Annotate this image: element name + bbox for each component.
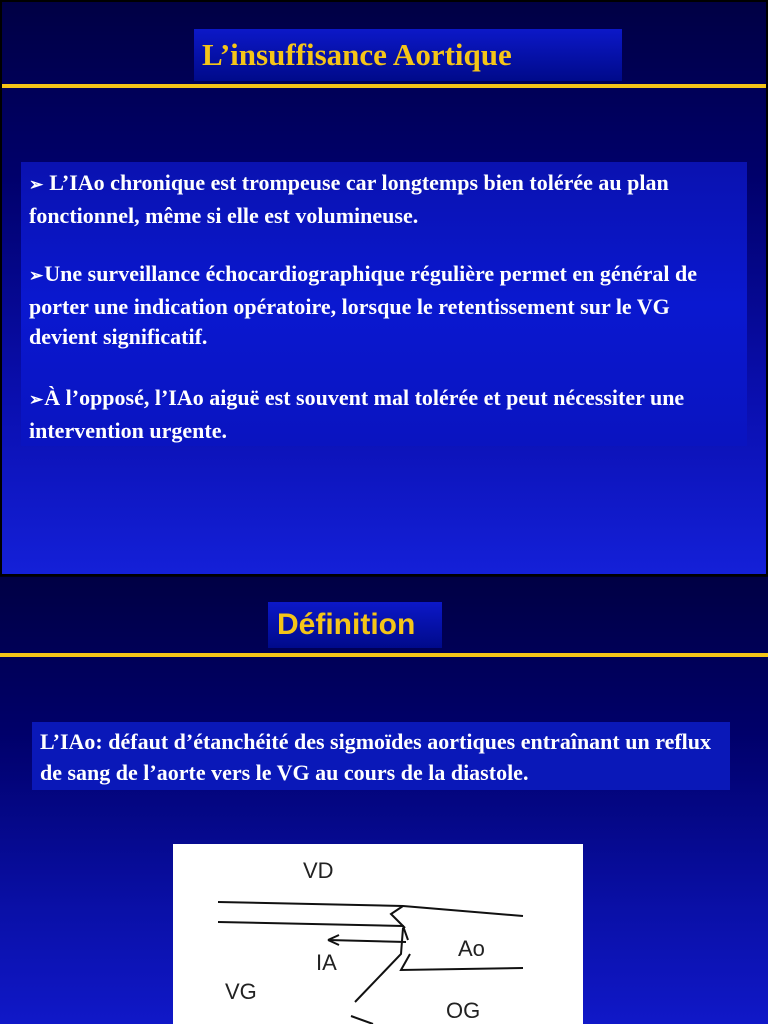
label-ia: IA <box>316 950 337 975</box>
slide-2-title-box <box>268 602 442 648</box>
title-rule <box>0 653 768 657</box>
label-ao: Ao <box>458 936 485 961</box>
arrowhead-bullet-icon: ➢ <box>29 390 44 409</box>
definition-box <box>32 722 730 790</box>
bullet-text: À l’opposé, l’IAo aiguë est souvent mal tolérée et peut nécessiter une intervention urgente. <box>29 385 685 443</box>
label-vg: VG <box>225 979 257 1004</box>
bullet-text: Une surveillance échocardiographique régulière permet en général de porter une indication opératoire, lorsque le retentissement sur le VG devient significatif. <box>29 261 697 349</box>
bullet-item <box>29 383 741 446</box>
definition-text: L’IAo: défaut d’étanchéité des sigmoïdes aortiques entraînant un reflux de sang de l’aorte vers le VG au cours de la diastole. <box>40 729 712 785</box>
slide-1-title: L’insuffisance Aortique <box>202 37 512 72</box>
arrowhead-bullet-icon: ➢ <box>29 175 44 194</box>
slide-2-title: Définition <box>277 608 416 641</box>
slide-2 <box>0 577 768 1024</box>
arrowhead-bullet-icon: ➢ <box>29 266 44 285</box>
label-og: OG <box>446 998 481 1023</box>
heart-diagram <box>173 844 583 1024</box>
title-rule <box>2 84 768 88</box>
label-vd: VD <box>303 858 334 883</box>
heart-diagram-svg <box>173 844 583 1024</box>
bullet-item <box>29 259 741 353</box>
bullet-item <box>29 168 741 231</box>
slide-1-content <box>21 162 747 446</box>
slide-1-title-box <box>194 29 622 81</box>
bullet-text: L’IAo chronique est trompeuse car longtemps bien tolérée au plan fonctionnel, même si elle est volumineuse. <box>29 170 669 228</box>
